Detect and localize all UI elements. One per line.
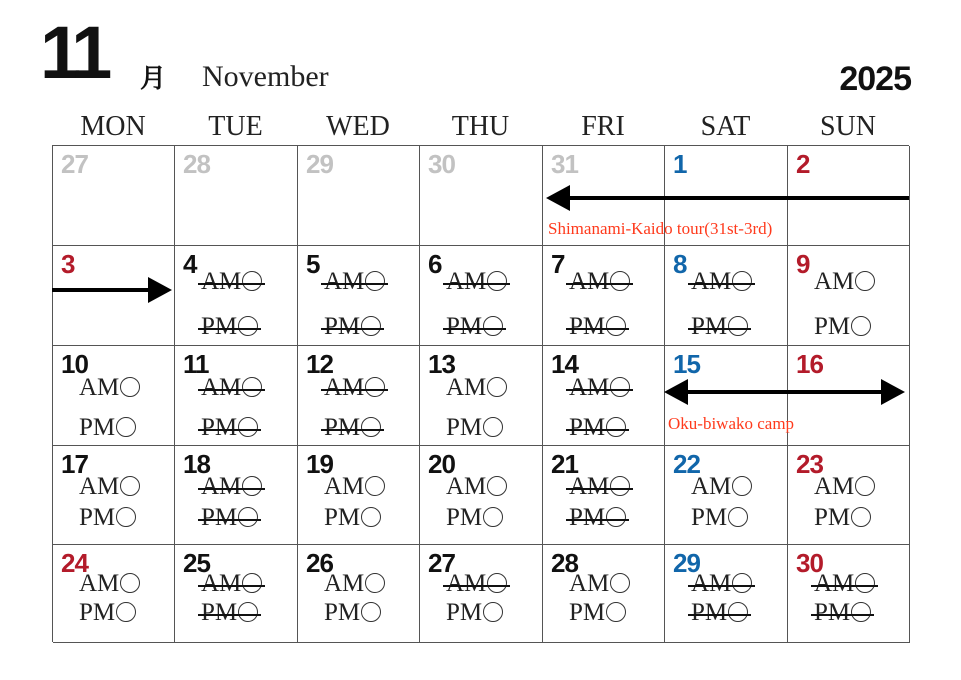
am-label: AM xyxy=(814,570,855,597)
am-slot-booked[interactable] xyxy=(569,374,630,402)
availability-circle-icon xyxy=(116,507,136,527)
availability-circle-icon xyxy=(361,507,381,527)
pm-label: PM xyxy=(446,504,483,531)
weekday-wed: WED xyxy=(326,111,390,142)
availability-circle-icon xyxy=(238,316,258,336)
availability-circle-icon xyxy=(116,602,136,622)
availability-circle-icon xyxy=(728,316,748,336)
day-number: 19 xyxy=(306,449,333,479)
availability-circle-icon xyxy=(483,316,503,336)
pm-slot-booked[interactable] xyxy=(691,599,748,627)
pm-label: PM xyxy=(201,313,238,340)
availability-circle-icon xyxy=(606,507,626,527)
availability-circle-icon xyxy=(732,476,752,496)
event-label-shimanami: Shimanami-Kaido tour(31st-3rd) xyxy=(548,219,773,238)
day-number: 2 xyxy=(796,149,810,179)
am-label: AM xyxy=(446,268,487,295)
day-number: 31 xyxy=(551,149,578,179)
pm-label: PM xyxy=(814,313,851,340)
am-label: AM xyxy=(79,570,120,597)
am-slot-booked[interactable] xyxy=(201,473,262,501)
day-cell[interactable] xyxy=(788,446,910,545)
availability-circle-icon xyxy=(365,573,385,593)
availability-circle-icon xyxy=(610,271,630,291)
arrow-right-head-icon xyxy=(148,277,172,303)
day-number: 7 xyxy=(551,249,565,279)
day-number: 26 xyxy=(306,548,333,578)
am-slot-open[interactable] xyxy=(691,473,752,501)
pm-label: PM xyxy=(324,414,361,441)
day-number: 30 xyxy=(428,149,455,179)
day-cell[interactable] xyxy=(298,545,420,643)
availability-circle-icon xyxy=(238,507,258,527)
pm-slot-booked[interactable] xyxy=(324,414,381,442)
am-slot-open[interactable] xyxy=(324,570,385,598)
availability-circle-icon xyxy=(487,271,507,291)
availability-circle-icon xyxy=(728,507,748,527)
day-number: 25 xyxy=(183,548,210,578)
am-label: AM xyxy=(324,268,365,295)
am-slot-booked[interactable] xyxy=(446,570,507,598)
am-slot-open[interactable] xyxy=(814,268,875,296)
availability-circle-icon xyxy=(610,476,630,496)
am-slot-open[interactable] xyxy=(79,570,140,598)
pm-slot-open[interactable] xyxy=(446,414,503,442)
pm-label: PM xyxy=(201,599,238,626)
month-name: November xyxy=(202,60,329,93)
year: 2025 xyxy=(839,60,911,98)
am-slot-booked[interactable] xyxy=(814,570,875,598)
am-label: AM xyxy=(569,570,610,597)
am-label: AM xyxy=(569,473,610,500)
pm-label: PM xyxy=(569,599,606,626)
day-number: 28 xyxy=(183,149,210,179)
availability-circle-icon xyxy=(361,602,381,622)
am-slot-booked[interactable] xyxy=(691,268,752,296)
day-number: 15 xyxy=(673,349,700,379)
am-label: AM xyxy=(814,268,855,295)
day-number: 11 xyxy=(183,349,209,379)
am-label: AM xyxy=(324,473,365,500)
pm-slot-open[interactable] xyxy=(324,599,381,627)
pm-label: PM xyxy=(814,504,851,531)
am-slot-booked[interactable] xyxy=(324,374,385,402)
day-number: 4 xyxy=(183,249,197,279)
pm-slot-booked[interactable] xyxy=(814,599,871,627)
pm-slot-open[interactable] xyxy=(814,504,871,532)
day-cell[interactable] xyxy=(175,246,298,346)
am-slot-open[interactable] xyxy=(324,473,385,501)
pm-slot-open[interactable] xyxy=(324,504,381,532)
pm-label: PM xyxy=(446,313,483,340)
day-number: 3 xyxy=(61,249,75,279)
pm-slot-open[interactable] xyxy=(446,504,503,532)
am-label: AM xyxy=(201,268,242,295)
availability-circle-icon xyxy=(487,573,507,593)
am-slot-open[interactable] xyxy=(814,473,875,501)
am-slot-booked[interactable] xyxy=(201,570,262,598)
pm-slot-open[interactable] xyxy=(691,504,748,532)
day-cell[interactable] xyxy=(420,545,543,643)
weekday-mon: MON xyxy=(80,111,146,142)
pm-label: PM xyxy=(79,504,116,531)
am-label: AM xyxy=(691,473,732,500)
day-cell[interactable] xyxy=(298,246,420,346)
day-number: 13 xyxy=(428,349,455,379)
availability-circle-icon xyxy=(855,271,875,291)
availability-circle-icon xyxy=(361,417,381,437)
pm-slot-booked[interactable] xyxy=(569,504,626,532)
day-cell[interactable] xyxy=(420,446,543,545)
availability-circle-icon xyxy=(242,377,262,397)
am-slot-booked[interactable] xyxy=(201,374,262,402)
pm-label: PM xyxy=(201,504,238,531)
weekday-header-row xyxy=(52,111,909,143)
am-label: AM xyxy=(569,268,610,295)
availability-circle-icon xyxy=(238,602,258,622)
arrow-shaft xyxy=(52,288,152,292)
pm-label: PM xyxy=(569,313,606,340)
day-number: 28 xyxy=(551,548,578,578)
day-number: 18 xyxy=(183,449,210,479)
pm-slot-booked[interactable] xyxy=(569,313,626,341)
availability-circle-icon xyxy=(242,573,262,593)
am-label: AM xyxy=(814,473,855,500)
availability-circle-icon xyxy=(487,476,507,496)
pm-label: PM xyxy=(201,414,238,441)
pm-label: PM xyxy=(446,599,483,626)
am-slot-booked[interactable] xyxy=(569,268,630,296)
pm-slot-open[interactable] xyxy=(79,599,136,627)
am-label: AM xyxy=(79,374,120,401)
day-cell[interactable] xyxy=(543,246,665,346)
day-cell[interactable] xyxy=(420,346,543,446)
availability-circle-icon xyxy=(365,476,385,496)
day-number: 5 xyxy=(306,249,320,279)
day-number: 6 xyxy=(428,249,442,279)
day-cell[interactable] xyxy=(298,446,420,545)
am-slot-booked[interactable] xyxy=(324,268,385,296)
pm-slot-open[interactable] xyxy=(79,504,136,532)
am-label: AM xyxy=(691,570,732,597)
pm-label: PM xyxy=(79,414,116,441)
am-label: AM xyxy=(201,473,242,500)
am-label: AM xyxy=(324,570,365,597)
day-cell[interactable] xyxy=(665,246,788,346)
pm-label: PM xyxy=(446,414,483,441)
weekday-tue: TUE xyxy=(208,111,263,142)
day-cell[interactable] xyxy=(788,246,910,346)
day-cell[interactable] xyxy=(175,446,298,545)
am-slot-open[interactable] xyxy=(446,374,507,402)
availability-circle-icon xyxy=(120,476,140,496)
day-number: 29 xyxy=(306,149,333,179)
day-number: 14 xyxy=(551,349,578,379)
am-label: AM xyxy=(446,570,487,597)
day-cell[interactable] xyxy=(543,446,665,545)
am-label: AM xyxy=(201,374,242,401)
pm-label: PM xyxy=(569,414,606,441)
availability-circle-icon xyxy=(732,271,752,291)
day-number: 24 xyxy=(61,548,88,578)
availability-circle-icon xyxy=(365,271,385,291)
availability-circle-icon xyxy=(483,417,503,437)
day-cell[interactable] xyxy=(298,146,420,246)
availability-circle-icon xyxy=(120,573,140,593)
availability-circle-icon xyxy=(238,417,258,437)
day-cell[interactable] xyxy=(543,545,665,643)
am-slot-booked[interactable] xyxy=(569,473,630,501)
weekday-sun: SUN xyxy=(819,111,876,142)
pm-slot-booked[interactable] xyxy=(691,313,748,341)
day-cell[interactable] xyxy=(53,446,175,545)
weekday-thu: THU xyxy=(451,111,510,142)
availability-circle-icon xyxy=(606,417,626,437)
pm-slot-open[interactable] xyxy=(814,313,871,341)
pm-slot-booked[interactable] xyxy=(201,414,258,442)
day-number: 22 xyxy=(673,449,700,479)
am-label: AM xyxy=(446,473,487,500)
am-slot-open[interactable] xyxy=(79,473,140,501)
pm-slot-booked[interactable] xyxy=(324,313,381,341)
pm-label: PM xyxy=(569,504,606,531)
day-cell[interactable] xyxy=(420,246,543,346)
day-number: 17 xyxy=(61,449,88,479)
weekday-sat: SAT xyxy=(700,111,751,142)
availability-circle-icon xyxy=(728,602,748,622)
am-label: AM xyxy=(446,374,487,401)
day-number: 1 xyxy=(673,149,687,179)
day-number: 29 xyxy=(673,548,700,578)
day-number: 21 xyxy=(551,449,578,479)
day-number: 9 xyxy=(796,249,810,279)
day-cell[interactable] xyxy=(53,146,175,246)
am-slot-booked[interactable] xyxy=(201,268,262,296)
day-cell[interactable] xyxy=(420,146,543,246)
pm-slot-booked[interactable] xyxy=(201,504,258,532)
day-cell[interactable] xyxy=(298,346,420,446)
day-number: 8 xyxy=(673,249,687,279)
am-label: AM xyxy=(569,374,610,401)
am-slot-booked[interactable] xyxy=(691,570,752,598)
pm-label: PM xyxy=(324,504,361,531)
availability-circle-icon xyxy=(242,271,262,291)
availability-circle-icon xyxy=(116,417,136,437)
arrow-shaft xyxy=(566,196,909,200)
day-cell[interactable] xyxy=(53,545,175,643)
availability-circle-icon xyxy=(855,476,875,496)
am-label: AM xyxy=(691,268,732,295)
availability-circle-icon xyxy=(483,602,503,622)
pm-label: PM xyxy=(79,599,116,626)
day-number: 27 xyxy=(61,149,88,179)
day-number: 16 xyxy=(796,349,823,379)
availability-circle-icon xyxy=(606,316,626,336)
weekday-fri: FRI xyxy=(581,111,625,142)
day-number: 12 xyxy=(306,349,333,379)
pm-slot-booked[interactable] xyxy=(201,313,258,341)
pm-slot-open[interactable] xyxy=(569,599,626,627)
pm-label: PM xyxy=(691,599,728,626)
day-cell[interactable] xyxy=(543,346,665,446)
pm-label: PM xyxy=(691,504,728,531)
arrow-right-head-icon xyxy=(881,379,905,405)
availability-circle-icon xyxy=(851,316,871,336)
availability-circle-icon xyxy=(851,507,871,527)
pm-label: PM xyxy=(324,599,361,626)
am-label: AM xyxy=(324,374,365,401)
event-label-okubiwako: Oku-biwako camp xyxy=(668,414,795,433)
availability-circle-icon xyxy=(606,602,626,622)
pm-slot-open[interactable] xyxy=(446,599,503,627)
pm-slot-open[interactable] xyxy=(79,414,136,442)
am-label: AM xyxy=(201,570,242,597)
day-cell[interactable] xyxy=(665,545,788,643)
day-number: 10 xyxy=(61,349,88,379)
availability-circle-icon xyxy=(120,377,140,397)
am-label: AM xyxy=(79,473,120,500)
pm-label: PM xyxy=(814,599,851,626)
month-kanji: 月 xyxy=(140,64,167,94)
pm-slot-booked[interactable] xyxy=(569,414,626,442)
day-cell[interactable] xyxy=(788,545,910,643)
day-cell[interactable] xyxy=(53,346,175,446)
am-slot-open[interactable] xyxy=(569,570,630,598)
pm-label: PM xyxy=(691,313,728,340)
arrow-shaft xyxy=(684,390,884,394)
am-slot-open[interactable] xyxy=(446,473,507,501)
day-cell[interactable] xyxy=(665,446,788,545)
day-number: 30 xyxy=(796,548,823,578)
month-number: 11 xyxy=(40,11,107,94)
pm-slot-booked[interactable] xyxy=(446,313,503,341)
am-slot-booked[interactable] xyxy=(446,268,507,296)
availability-circle-icon xyxy=(242,476,262,496)
day-number: 27 xyxy=(428,548,455,578)
day-number: 23 xyxy=(796,449,823,479)
availability-circle-icon xyxy=(361,316,381,336)
availability-circle-icon xyxy=(487,377,507,397)
am-slot-open[interactable] xyxy=(79,374,140,402)
availability-circle-icon xyxy=(732,573,752,593)
day-number: 20 xyxy=(428,449,455,479)
pm-slot-booked[interactable] xyxy=(201,599,258,627)
availability-circle-icon xyxy=(610,377,630,397)
day-cell[interactable] xyxy=(175,346,298,446)
availability-circle-icon xyxy=(365,377,385,397)
day-cell[interactable] xyxy=(175,545,298,643)
availability-circle-icon xyxy=(855,573,875,593)
availability-circle-icon xyxy=(483,507,503,527)
availability-circle-icon xyxy=(851,602,871,622)
availability-circle-icon xyxy=(610,573,630,593)
pm-label: PM xyxy=(324,313,361,340)
day-cell[interactable] xyxy=(175,146,298,246)
